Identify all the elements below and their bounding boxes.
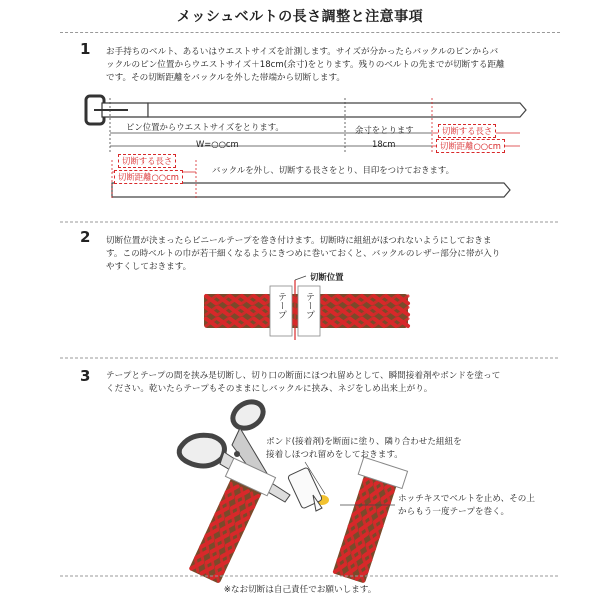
remove-buckle-label: バックルを外し、切断する長さをとり、目印をつけておきます。 [212, 165, 454, 175]
step3-text: テープとテープの間を挟み是切断し、切り口の断面にほつれ留めとして、瞬間接着剤やボンドを塗ってください。乾いたらテープもそのままにしバックルに挟み、ネジをしめ出来上がり。 [106, 371, 501, 394]
step-number-2: 2 [80, 228, 91, 246]
step1-text: お手持ちのベルト、あるいはウエストサイズを計測します。サイズが分かったらバックルのピンからバックルのピン位置からウエストサイズ＋18cm(余寸)をとります。残りのベルトの先までが切断する距離です。その切断距離をバックルを外した帯端から切断します。 [106, 47, 505, 83]
cut-distance-label: 切断距離○○cm [436, 139, 505, 153]
tape-label-right: テープ [304, 292, 314, 319]
glue-tube-icon [287, 467, 322, 511]
tape-label-left: テープ [276, 292, 286, 319]
braided-belt-cut-left [183, 458, 275, 586]
braided-belt-cut-right [315, 457, 408, 585]
staple-note: ホッチキスでベルトを止め、その上からもう一度テープを巻く。 [398, 494, 535, 517]
cut-length-label-2: 切断する長さ [118, 154, 176, 168]
footer-note: ※なお切断は自己責任でお願いします。 [223, 585, 377, 595]
belt-without-buckle [112, 183, 510, 197]
waist-value-label: W=○○cm [196, 139, 239, 149]
margin-label: 余寸をとります [355, 125, 414, 135]
step2-text: 切断位置が決まったらビニールテープを巻き付けます。切断時に組紐がほつれないようにしておきます。この時ベルトの巾が若干細くなるようにきつめに巻いておくと、バックルのレザー部分に帯が入りやすくしておきます。 [106, 236, 501, 272]
cut-length-label: 切断する長さ [438, 124, 496, 138]
step-number-3: 3 [80, 367, 91, 385]
page-title: メッシュベルトの長さ調整と注意事項 [176, 9, 424, 25]
cut-position-label: 切断位置 [310, 272, 344, 282]
pin-to-waist-label: ピン位置からウエストサイズをとります。 [126, 122, 284, 132]
bond-note: ボンド(接着剤)を断面に塗り、隣り合わせた組紐を接着しほつれ留めをしておきます。 [266, 437, 462, 460]
margin-value-label: 18cm [372, 139, 396, 149]
cut-distance-label-2: 切断距離○○cm [114, 170, 183, 184]
step-number-1: 1 [80, 40, 91, 58]
belt-with-buckle [86, 96, 526, 124]
